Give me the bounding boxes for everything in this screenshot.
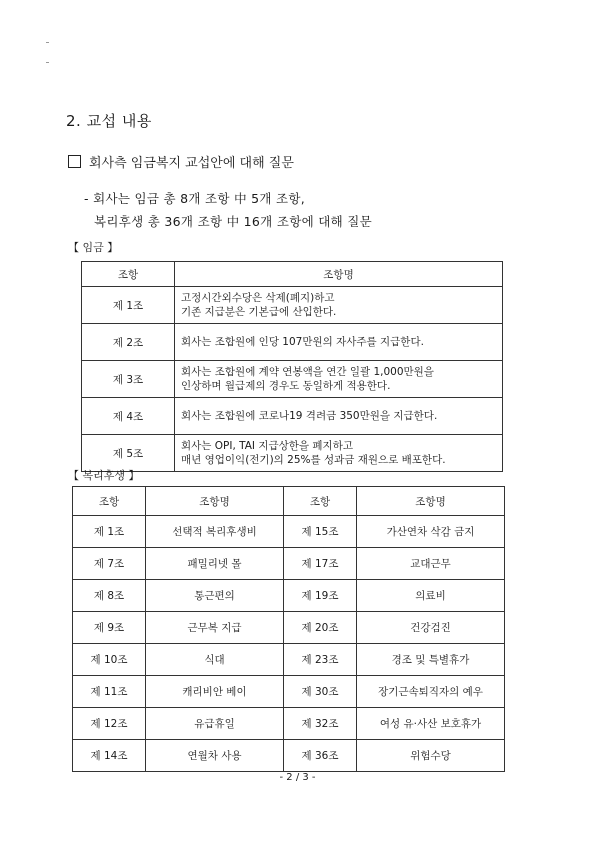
article-name: 위험수당	[357, 740, 505, 772]
table-row	[73, 548, 505, 580]
table-header-row	[82, 262, 503, 287]
subheading-text: 회사측 임금복지 교섭안에 대해 질문	[89, 156, 294, 171]
bullet-line-1: - 회사는 임금 총 8개 조항 中 5개 조항,	[84, 191, 306, 206]
table-row	[73, 612, 505, 644]
table-header-row	[73, 487, 505, 516]
scan-mark	[46, 62, 49, 63]
article-description	[175, 398, 503, 435]
article-number: 제 5조	[82, 435, 175, 472]
table-row	[73, 644, 505, 676]
article-number: 제 1조	[73, 516, 146, 548]
description-line: 회사는 OPI, TAI 지급상한을 폐지하고	[181, 440, 353, 452]
article-name: 의료비	[357, 580, 505, 612]
article-number: 제 20조	[284, 612, 357, 644]
article-number: 제 9조	[73, 612, 146, 644]
table-row	[73, 708, 505, 740]
section-heading: 2. 교섭 내용	[66, 112, 152, 130]
article-number: 제 10조	[73, 644, 146, 676]
article-number: 제 12조	[73, 708, 146, 740]
header-article: 조항	[73, 487, 146, 516]
article-number: 제 11조	[73, 676, 146, 708]
table-row	[82, 324, 503, 361]
bullet-line-2: 복리후생 총 36개 조항 中 16개 조항에 대해 질문	[94, 214, 372, 229]
article-number: 제 15조	[284, 516, 357, 548]
article-name: 식대	[146, 644, 284, 676]
checkbox-icon	[68, 155, 81, 168]
table-row	[73, 516, 505, 548]
header-article-name: 조항명	[175, 262, 503, 287]
article-name: 장기근속퇴직자의 예우	[357, 676, 505, 708]
table-row	[82, 435, 503, 472]
header-article: 조항	[82, 262, 175, 287]
header-article-name: 조항명	[357, 487, 505, 516]
article-description	[175, 287, 503, 324]
article-number: 제 2조	[82, 324, 175, 361]
page-number: - 2 / 3 -	[279, 772, 316, 783]
article-name: 선택적 복리후생비	[146, 516, 284, 548]
article-name: 경조 및 특별휴가	[357, 644, 505, 676]
article-number: 제 4조	[82, 398, 175, 435]
description-line: 회사는 조합원에 인당 107만원의 자사주를 지급한다.	[181, 336, 424, 348]
subheading	[68, 152, 294, 171]
table-row	[73, 676, 505, 708]
description-line: 기존 지급분은 기본급에 산입한다.	[181, 306, 337, 318]
article-number: 제 17조	[284, 548, 357, 580]
article-number: 제 8조	[73, 580, 146, 612]
article-number: 제 23조	[284, 644, 357, 676]
header-article: 조항	[284, 487, 357, 516]
article-description	[175, 361, 503, 398]
article-name: 가산연차 삭감 금지	[357, 516, 505, 548]
article-name: 캐리비안 베이	[146, 676, 284, 708]
description-line: 매년 영업이익(전기)의 25%를 성과금 재원으로 배포한다.	[181, 454, 446, 466]
wage-section-label: 【 임금 】	[68, 241, 119, 254]
article-name: 유급휴일	[146, 708, 284, 740]
article-name: 교대근무	[357, 548, 505, 580]
table-row	[73, 580, 505, 612]
article-number: 제 32조	[284, 708, 357, 740]
article-number: 제 7조	[73, 548, 146, 580]
description-line: 인상하며 월급제의 경우도 동일하게 적용한다.	[181, 380, 391, 392]
article-description	[175, 435, 503, 472]
article-name: 패밀리넷 몰	[146, 548, 284, 580]
article-number: 제 30조	[284, 676, 357, 708]
header-article-name: 조항명	[146, 487, 284, 516]
table-row	[73, 740, 505, 772]
article-name: 여성 유·사산 보호휴가	[357, 708, 505, 740]
article-number: 제 36조	[284, 740, 357, 772]
table-row	[82, 361, 503, 398]
description-line: 회사는 조합원에 코로나19 격려금 350만원을 지급한다.	[181, 410, 438, 422]
description-line: 회사는 조합원에 계약 연봉액을 연간 일괄 1,000만원을	[181, 366, 434, 378]
welfare-table	[72, 486, 505, 772]
article-number: 제 3조	[82, 361, 175, 398]
description-line: 고정시간외수당은 삭제(폐지)하고	[181, 292, 335, 304]
article-number: 제 14조	[73, 740, 146, 772]
article-name: 통근편의	[146, 580, 284, 612]
article-number: 제 1조	[82, 287, 175, 324]
article-name: 근무복 지급	[146, 612, 284, 644]
scan-mark	[46, 42, 49, 43]
article-number: 제 19조	[284, 580, 357, 612]
table-row	[82, 398, 503, 435]
article-name: 건강검진	[357, 612, 505, 644]
table-row	[82, 287, 503, 324]
article-name: 연월차 사용	[146, 740, 284, 772]
article-description	[175, 324, 503, 361]
wage-table	[81, 261, 503, 472]
welfare-section-label: 【 복리후생 】	[68, 469, 140, 482]
